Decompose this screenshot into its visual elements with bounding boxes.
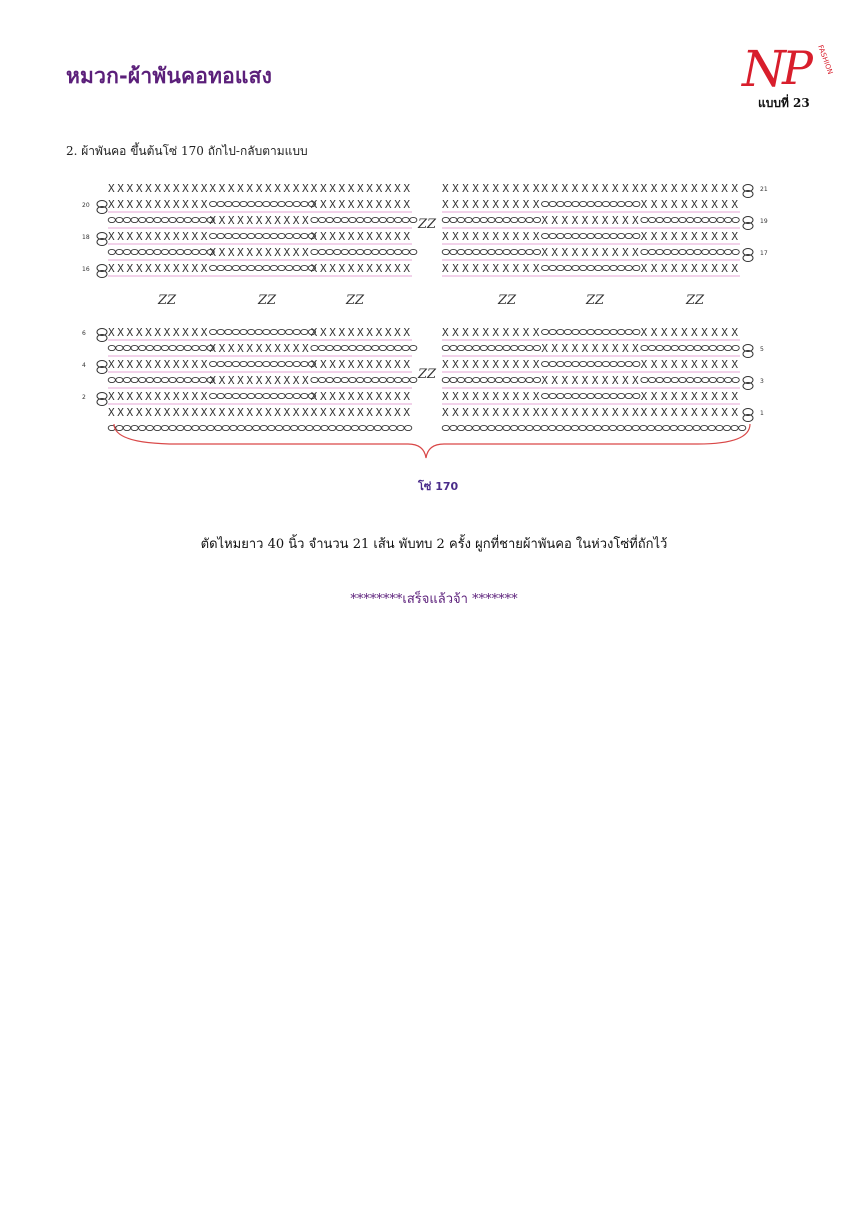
- stitch-row-x: XXXXXXXXXX: [541, 246, 639, 259]
- stitch-row-chain: [542, 233, 640, 238]
- completion-note: ********เสร็จแล้วจ้า *******: [350, 592, 518, 607]
- stitch-row-x: XXXXXXXXXXX: [108, 182, 208, 195]
- stitch-row-x: XXXXXXXXXX: [541, 214, 639, 227]
- stitch-row-chain: [108, 345, 214, 350]
- stitch-row-chain: [311, 217, 417, 222]
- stitch-row-chain: [641, 345, 739, 350]
- stitch-row-x: XXXXXXXXXX: [640, 198, 738, 211]
- stitch-row-chain: [108, 377, 214, 382]
- stitch-row-chain: [210, 361, 316, 366]
- stitch-row-x: XXXXXXXXXX: [541, 342, 639, 355]
- stitch-row-x: XXXXXXXXXXX: [108, 230, 208, 243]
- stitch-row-x: XXXXXXXXXX: [640, 390, 738, 403]
- stitch-row-chain: [442, 217, 540, 222]
- stitch-row-x: XXXXXXXXXXX: [108, 390, 208, 403]
- stitch-row-x: XXXXXXXXXXX: [209, 406, 309, 419]
- stitch-row-x: XXXXXXXXXXX: [209, 246, 309, 259]
- svg-text:P: P: [782, 41, 813, 95]
- stitch-row-x: XXXXXXXXXX: [541, 406, 639, 419]
- stitch-row-x: XXXXXXXXXX: [442, 358, 540, 371]
- svg-text:FASHION: FASHION: [816, 43, 835, 76]
- stitch-row-chain: [210, 201, 316, 206]
- stitch-row-chain: [442, 345, 540, 350]
- row-number-left: 20: [82, 202, 90, 209]
- stitch-row-x: XXXXXXXXXXX: [310, 182, 410, 195]
- foundation-chain: [442, 425, 746, 430]
- pattern-number: แบบที่ 23: [758, 96, 810, 110]
- break-mark: ZZ: [346, 293, 365, 308]
- stitch-row-chain: [542, 329, 640, 334]
- stitch-row-x: XXXXXXXXXXX: [108, 326, 208, 339]
- stitch-row-x: XXXXXXXXXX: [541, 182, 639, 195]
- row-number-right: 19: [760, 218, 768, 225]
- break-mark: ZZ: [686, 293, 705, 308]
- stitch-row-x: XXXXXXXXXXX: [108, 262, 208, 275]
- stitch-row-chain: [108, 249, 214, 254]
- stitch-row-x: XXXXXXXXXX: [442, 262, 540, 275]
- stitch-row-x: XXXXXXXXXXX: [209, 374, 309, 387]
- stitch-row-x: XXXXXXXXXXX: [209, 182, 309, 195]
- break-mark: ZZ: [418, 217, 437, 232]
- break-mark: ZZ: [498, 293, 517, 308]
- stitch-row-chain: [311, 249, 417, 254]
- row-number-right: 3: [760, 378, 764, 385]
- stitch-row-x: XXXXXXXXXX: [640, 358, 738, 371]
- step-instruction: 2. ผ้าพันคอ ขึ้นต้นโซ่ 170 ถักไป-กลับตามแบบ: [66, 144, 308, 158]
- row-number-left: 4: [82, 362, 86, 369]
- stitch-row-x: XXXXXXXXXXX: [310, 406, 410, 419]
- crochet-chart: [78, 176, 778, 506]
- stitch-row-x: XXXXXXXXXX: [640, 182, 738, 195]
- stitch-row-x: XXXXXXXXXXX: [108, 406, 208, 419]
- stitch-row-chain: [542, 361, 640, 366]
- stitch-row-chain: [311, 377, 417, 382]
- stitch-row-x: XXXXXXXXXXX: [310, 390, 410, 403]
- stitch-row-chain: [311, 345, 417, 350]
- stitch-row-x: XXXXXXXXXX: [442, 326, 540, 339]
- row-number-right: 1: [760, 410, 764, 417]
- stitch-row-x: XXXXXXXXXX: [442, 198, 540, 211]
- brand-logo: [740, 36, 835, 98]
- stitch-row-x: XXXXXXXXXXX: [209, 342, 309, 355]
- stitch-row-chain: [108, 217, 214, 222]
- stitch-row-chain: [641, 249, 739, 254]
- stitch-row-chain: [641, 377, 739, 382]
- row-number-right: 21: [760, 186, 768, 193]
- break-mark: ZZ: [418, 367, 437, 382]
- row-number-left: 2: [82, 394, 86, 401]
- stitch-row-chain: [210, 265, 316, 270]
- svg-text:N: N: [742, 40, 786, 98]
- stitch-row-chain: [641, 217, 739, 222]
- stitch-row-x: XXXXXXXXXX: [640, 262, 738, 275]
- stitch-row-x: XXXXXXXXXXX: [310, 262, 410, 275]
- chain-count-label: โซ่ 170: [418, 480, 459, 493]
- stitch-row-x: XXXXXXXXXXX: [310, 230, 410, 243]
- foundation-chain: [108, 425, 412, 430]
- stitch-row-x: XXXXXXXXXX: [442, 182, 540, 195]
- finishing-instruction: ตัดไหมยาว 40 นิ้ว จำนวน 21 เส้น พับทบ 2 ครั้ง ผูกที่ชายผ้าพันคอ ในห่วงโซ่ที่ถักไว้: [200, 537, 668, 552]
- stitch-row-chain: [542, 201, 640, 206]
- stitch-row-x: XXXXXXXXXX: [541, 374, 639, 387]
- stitch-row-x: XXXXXXXXXXX: [108, 358, 208, 371]
- break-mark: ZZ: [258, 293, 277, 308]
- stitch-row-chain: [442, 249, 540, 254]
- stitch-row-chain: [210, 233, 316, 238]
- row-number-right: 5: [760, 346, 764, 353]
- stitch-row-x: XXXXXXXXXX: [640, 326, 738, 339]
- break-mark: ZZ: [586, 293, 605, 308]
- stitch-row-x: XXXXXXXXXX: [442, 390, 540, 403]
- break-mark: ZZ: [158, 293, 177, 308]
- stitch-row-chain: [542, 393, 640, 398]
- row-number-left: 6: [82, 330, 86, 337]
- stitch-row-x: XXXXXXXXXXX: [209, 214, 309, 227]
- stitch-row-chain: [210, 393, 316, 398]
- stitch-row-chain: [442, 377, 540, 382]
- stitch-row-x: XXXXXXXXXX: [640, 406, 738, 419]
- row-number-left: 16: [82, 266, 90, 273]
- stitch-row-x: XXXXXXXXXX: [442, 230, 540, 243]
- stitch-row-chain: [542, 265, 640, 270]
- stitch-row-x: XXXXXXXXXX: [442, 406, 540, 419]
- stitch-row-x: XXXXXXXXXXX: [310, 198, 410, 211]
- stitch-row-chain: [210, 329, 316, 334]
- stitch-row-x: XXXXXXXXXXX: [108, 198, 208, 211]
- stitch-row-x: XXXXXXXXXXX: [310, 326, 410, 339]
- row-number-right: 17: [760, 250, 768, 257]
- page-title: หมวก-ผ้าพันคอทอแสง: [66, 64, 273, 88]
- watermark-text: [575, 64, 582, 89]
- stitch-row-x: XXXXXXXXXXX: [310, 358, 410, 371]
- stitch-row-x: XXXXXXXXXX: [640, 230, 738, 243]
- row-number-left: 18: [82, 234, 90, 241]
